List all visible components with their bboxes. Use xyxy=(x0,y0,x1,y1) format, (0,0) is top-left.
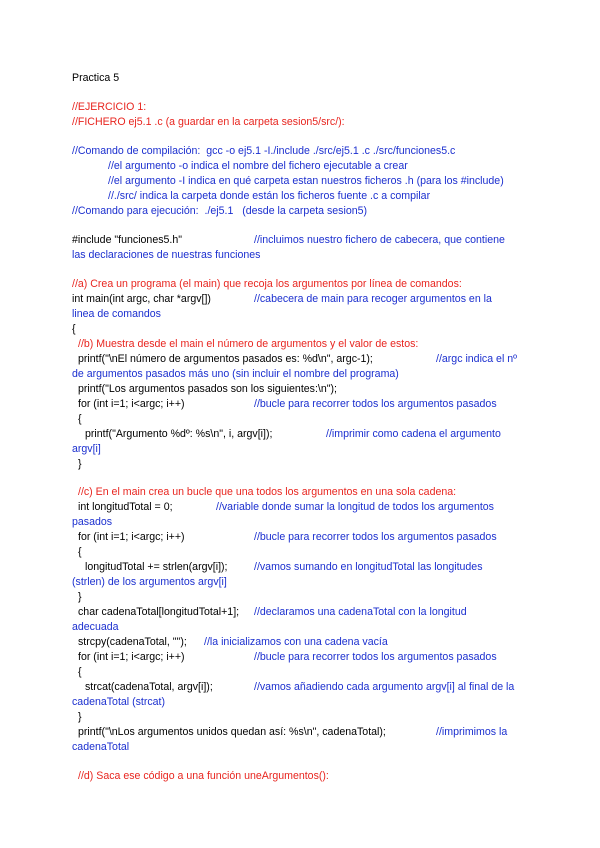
code-brace: } xyxy=(78,458,82,470)
cadena-decl-comment-cont: adecuada xyxy=(72,621,119,633)
code-brace: { xyxy=(72,323,76,335)
code-brace: { xyxy=(78,413,82,425)
argc-comment-cont: de argumentos pasados más uno (sin incluir el nombre del programa) xyxy=(72,368,399,380)
task-c-comment: //c) En el main crea un bucle que una todos los argumentos en una sola cadena: xyxy=(78,486,457,498)
compile-command-comment: //Comando de compilación: gcc -o ej5.1 -I./include ./src/ej5.1 .c ./src/funciones5.c xyxy=(72,145,456,157)
code-for-loop: for (int i=1; i<argc; i++) xyxy=(78,398,185,410)
compile-note-i: //el argumento -I indica en qué carpeta estan nuestros ficheros .h (para los #include) xyxy=(108,175,504,187)
task-b-comment: //b) Muestra desde el main el número de argumentos y el valor de estos: xyxy=(78,338,419,350)
print-arg-comment-cont: argv[i] xyxy=(72,443,101,455)
code-printf-args: printf("Los argumentos pasados son los siguientes:\n"); xyxy=(78,383,337,395)
strlen-comment: //vamos sumando en longitudTotal las longitudes xyxy=(254,561,483,573)
main-comment-cont: linea de comandos xyxy=(72,308,161,320)
print-arg-comment: //imprimir como cadena el argumento xyxy=(326,428,501,440)
file-comment: //FICHERO ej5.1 .c (a guardar en la carpeta sesion5/src/): xyxy=(72,116,345,128)
printf-joined-comment: //imprimimos la xyxy=(436,726,508,738)
strcpy-comment: //la inicializamos con una cadena vacía xyxy=(204,636,388,648)
code-brace: } xyxy=(78,591,82,603)
code-main-signature: int main(int argc, char *argv[]) xyxy=(72,293,211,305)
run-command-comment: //Comando para ejecución: ./ej5.1 (desde la carpeta sesion5) xyxy=(72,205,368,217)
argc-comment: //argc indica el nº xyxy=(436,353,518,365)
strcat-comment-cont: cadenaTotal (strcat) xyxy=(72,696,166,708)
code-strcpy: strcpy(cadenaTotal, ""); xyxy=(78,636,187,648)
cadena-decl-comment: //declaramos una cadenaTotal con la longitud xyxy=(254,606,467,618)
strcat-comment: //vamos añadiendo cada argumento argv[i] al final de la xyxy=(254,681,515,693)
printf-joined-comment-cont: cadenaTotal xyxy=(72,741,130,753)
code-strcat: strcat(cadenaTotal, argv[i]); xyxy=(85,681,213,693)
strlen-comment-cont: (strlen) de los argumentos argv[i] xyxy=(72,576,227,588)
code-for-loop: for (int i=1; i<argc; i++) xyxy=(78,651,185,663)
code-printf-joined: printf("\nLos argumentos unidos quedan así: %s\n", cadenaTotal); xyxy=(78,726,386,738)
code-longitud-init: int longitudTotal = 0; xyxy=(78,501,173,513)
code-brace: { xyxy=(78,666,82,678)
code-brace: } xyxy=(78,711,82,723)
compile-note-src: //./src/ indica la carpeta donde están los ficheros fuente .c a compilar xyxy=(108,190,431,202)
task-d-comment: //d) Saca ese código a una función uneArgumentos(): xyxy=(78,770,329,782)
task-a-comment: //a) Crea un programa (el main) que recoja los argumentos por línea de comandos: xyxy=(72,278,462,290)
compile-note-o: //el argumento -o indica el nombre del fichero ejecutable a crear xyxy=(108,160,408,172)
exercise-heading: //EJERCICIO 1: xyxy=(72,101,147,113)
code-printf-arg: printf("Argumento %dº: %s\n", i, argv[i]); xyxy=(85,428,273,440)
include-comment-cont: las declaraciones de nuestras funciones xyxy=(72,249,261,261)
code-for-loop: for (int i=1; i<argc; i++) xyxy=(78,531,185,543)
code-strlen-sum: longitudTotal += strlen(argv[i]); xyxy=(85,561,228,573)
include-comment: //incluimos nuestro fichero de cabecera, que contiene xyxy=(254,234,505,246)
loop-comment: //bucle para recorrer todos los argumentos pasados xyxy=(254,651,497,663)
longitud-comment: //variable donde sumar la longitud de todos los argumentos xyxy=(216,501,494,513)
page-title: Practica 5 xyxy=(72,72,120,84)
code-printf-count: printf("\nEl número de argumentos pasados es: %d\n", argc-1); xyxy=(78,353,373,365)
code-include: #include "funciones5.h" xyxy=(72,234,183,246)
longitud-comment-cont: pasados xyxy=(72,516,113,528)
code-brace: { xyxy=(78,546,82,558)
code-cadena-decl: char cadenaTotal[longitudTotal+1]; xyxy=(78,606,240,618)
loop-comment: //bucle para recorrer todos los argumentos pasados xyxy=(254,398,497,410)
main-comment: //cabecera de main para recoger argumentos en la xyxy=(254,293,492,305)
loop-comment: //bucle para recorrer todos los argumentos pasados xyxy=(254,531,497,543)
